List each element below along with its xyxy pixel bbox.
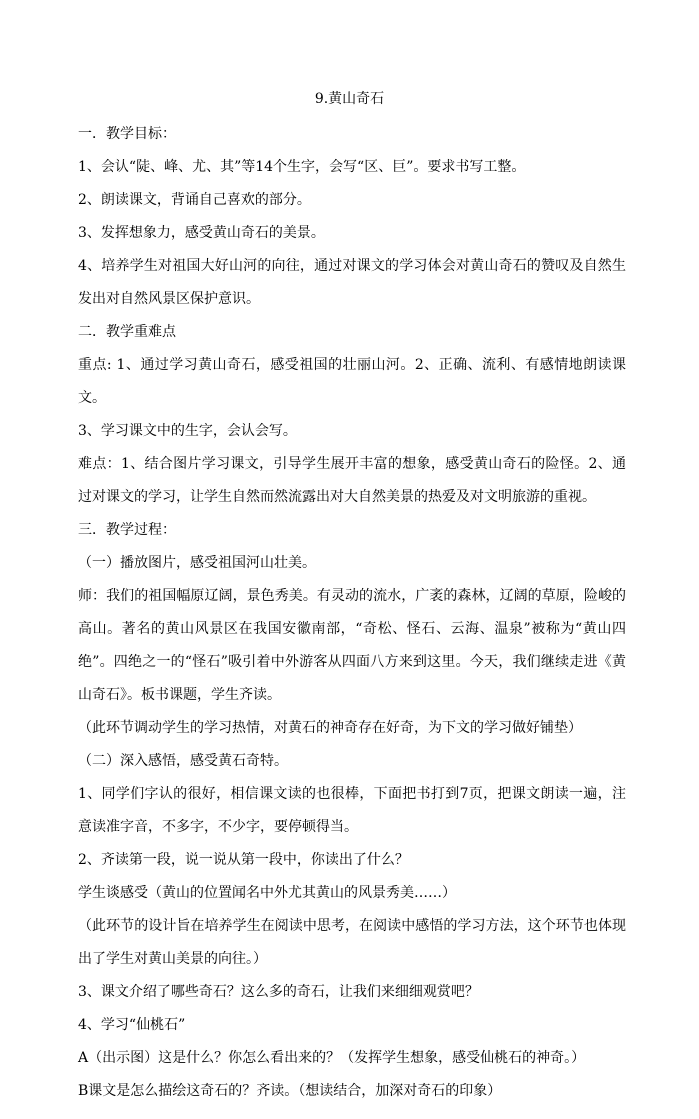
paragraph-objective-4: 4、培养学生对祖国大好山河的向往，通过对课文的学习体会对黄山奇石的赞叹及自然生发出对自然风景区保护意识。 xyxy=(78,258,626,307)
subsection-heading-2: （二）深入感悟，感受黄石奇特。 xyxy=(78,753,288,769)
paragraph-objective-2: 2、朗读课文，背诵自己喜欢的部分。 xyxy=(78,192,311,208)
paragraph-step-1: 1、同学们字认的很好，相信课文读的也很棒，下面把书打到7页，把课文朗读一遍，注意读准字音，不多字，不少字，要停顿得当。 xyxy=(78,786,626,835)
section-heading-objectives: 一．教学目标： xyxy=(78,126,176,142)
paragraph-step-2: 2、齐读第一段，说一说从第一段中，你读出了什么？ xyxy=(78,852,409,868)
paragraph-step-4: 4、学习“仙桃石” xyxy=(78,1017,186,1033)
paragraph-teacher-intro: 师：我们的祖国幅原辽阔，景色秀美。有灵动的流水，广袤的森林，辽阔的草原，险峻的高山。著名的黄山风景区在我国安徽南部，“奇松、怪石、云海、温泉”被称为“黄山四绝”。四绝之一的“怪石”吸引着中外游客从四面八方来到这里。今天，我们继续走进《黄山奇石》。板书课题，学生齐读。 xyxy=(78,588,626,703)
paragraph-difficulty: 难点：1、结合图片学习课文，引导学生展开丰富的想象，感受黄山奇石的险怪。2、通过对课文的学习，让学生自然而然流露出对大自然美景的热爱及对文明旅游的重视。 xyxy=(78,456,626,505)
paragraph-key-point: 重点: 1、通过学习黄山奇石，感受祖国的壮丽山河。2、正确、流利、有感情地朗读课文。 xyxy=(78,357,626,406)
section-heading-key-points: 二．教学重难点 xyxy=(78,324,176,340)
paragraph-note-1: （此环节调动学生的学习热情，对黄石的神奇存在好奇，为下文的学习做好铺垫） xyxy=(78,720,582,736)
subsection-heading-1: （一）播放图片，感受祖国河山壮美。 xyxy=(78,555,316,571)
paragraph-note-2: （此环节的设计旨在培养学生在阅读中思考，在阅读中感悟的学习方法，这个环节也体现出了学生对黄山美景的向往。） xyxy=(78,918,626,967)
paragraph-objective-3: 3、发挥想象力，感受黄山奇石的美景。 xyxy=(78,225,325,241)
paragraph-objective-1: 1、会认“陡、峰、尤、其”等14个生字，会写“区、巨”。要求书写工整。 xyxy=(78,159,526,175)
paragraph-step-4a: A（出示图）这是什么？你怎么看出来的？（发挥学生想象，感受仙桃石的神奇。） xyxy=(78,1050,586,1066)
document-title: 9.黄山奇石 xyxy=(314,91,385,107)
paragraph-step-3: 3、课文介绍了哪些奇石？这么多的奇石，让我们来细细观赏吧？ xyxy=(78,984,479,1000)
section-heading-process: 三．教学过程： xyxy=(78,522,176,538)
document-body xyxy=(78,118,626,1108)
paragraph-student-feeling: 学生谈感受（黄山的位置闻名中外尤其黄山的风景秀美……） xyxy=(78,885,456,901)
paragraph-key-point-3: 3、学习课文中的生字，会认会写。 xyxy=(78,423,297,439)
paragraph-step-4b: B课文是怎么描绘这奇石的？齐读。（想读结合，加深对奇石的印象） xyxy=(78,1083,502,1099)
